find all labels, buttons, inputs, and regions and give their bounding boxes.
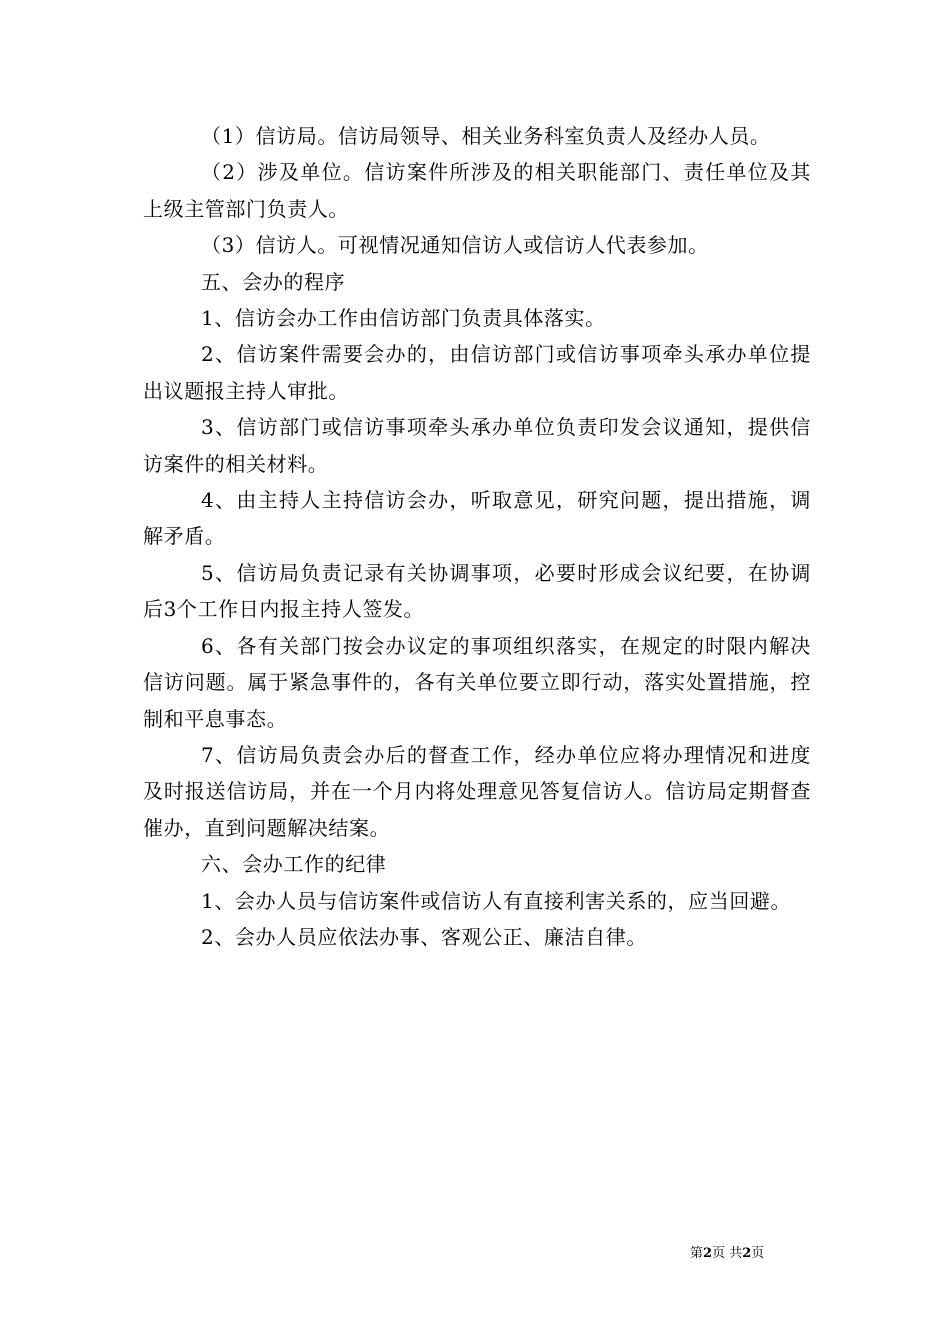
section-heading-procedure: 五、会办的程序 bbox=[201, 269, 346, 294]
paragraph-discipline-2: 2、会办人员应依法办事、客观公正、廉洁自律。 bbox=[201, 924, 647, 949]
paragraph-participant-bureau: （1）信访局。信访局领导、相关业务科室负责人及经办人员。 bbox=[201, 124, 771, 148]
document-body bbox=[143, 118, 811, 955]
paragraph-procedure-4: 4、由主持人主持信访会办，听取意见，研究问题，提出措施，调解矛盾。 bbox=[143, 488, 811, 549]
paragraph-procedure-3: 3、信访部门或信访事项牵头承办单位负责印发会议通知，提供信访案件的相关材料。 bbox=[143, 415, 811, 476]
paragraph-procedure-6: 6、各有关部门按会办议定的事项组织落实，在规定的时限内解决信访问题。属于紧急事件的，各有关单位要立即行动，落实处置措施，控制和平息事态。 bbox=[143, 633, 811, 731]
page-number-footer bbox=[690, 1246, 810, 1262]
footer-suffix: 页 bbox=[751, 1246, 765, 1261]
footer-prefix: 第 bbox=[690, 1246, 704, 1261]
paragraph-procedure-2: 2、信访案件需要会办的，由信访部门或信访事项牵头承办单位提出议题报主持人审批。 bbox=[143, 342, 811, 403]
footer-middle: 页 共 bbox=[712, 1246, 743, 1261]
paragraph-participant-units: （2）涉及单位。信访案件所涉及的相关职能部门、责任单位及其上级主管部门负责人。 bbox=[143, 160, 811, 221]
paragraph-discipline-1: 1、会办人员与信访案件或信访人有直接利害关系的，应当回避。 bbox=[201, 888, 792, 913]
paragraph-participant-petitioner: （3）信访人。可视情况通知信访人或信访人代表参加。 bbox=[201, 233, 709, 258]
paragraph-procedure-1: 1、信访会办工作由信访部门负责具体落实。 bbox=[201, 306, 606, 331]
footer-current-page: 2 bbox=[703, 1246, 713, 1261]
paragraph-procedure-7: 7、信访局负责会办后的督查工作，经办单位应将办理情况和进度及时报送信访局，并在一个月内将处理意见答复信访人。信访局定期督查催办，直到问题解决结案。 bbox=[143, 742, 811, 840]
section-heading-discipline: 六、会办工作的纪律 bbox=[201, 852, 387, 877]
paragraph-procedure-5: 5、信访局负责记录有关协调事项，必要时形成会议纪要，在协调后3个工作日内报主持人签发。 bbox=[143, 560, 811, 622]
footer-total-pages: 2 bbox=[742, 1246, 752, 1261]
